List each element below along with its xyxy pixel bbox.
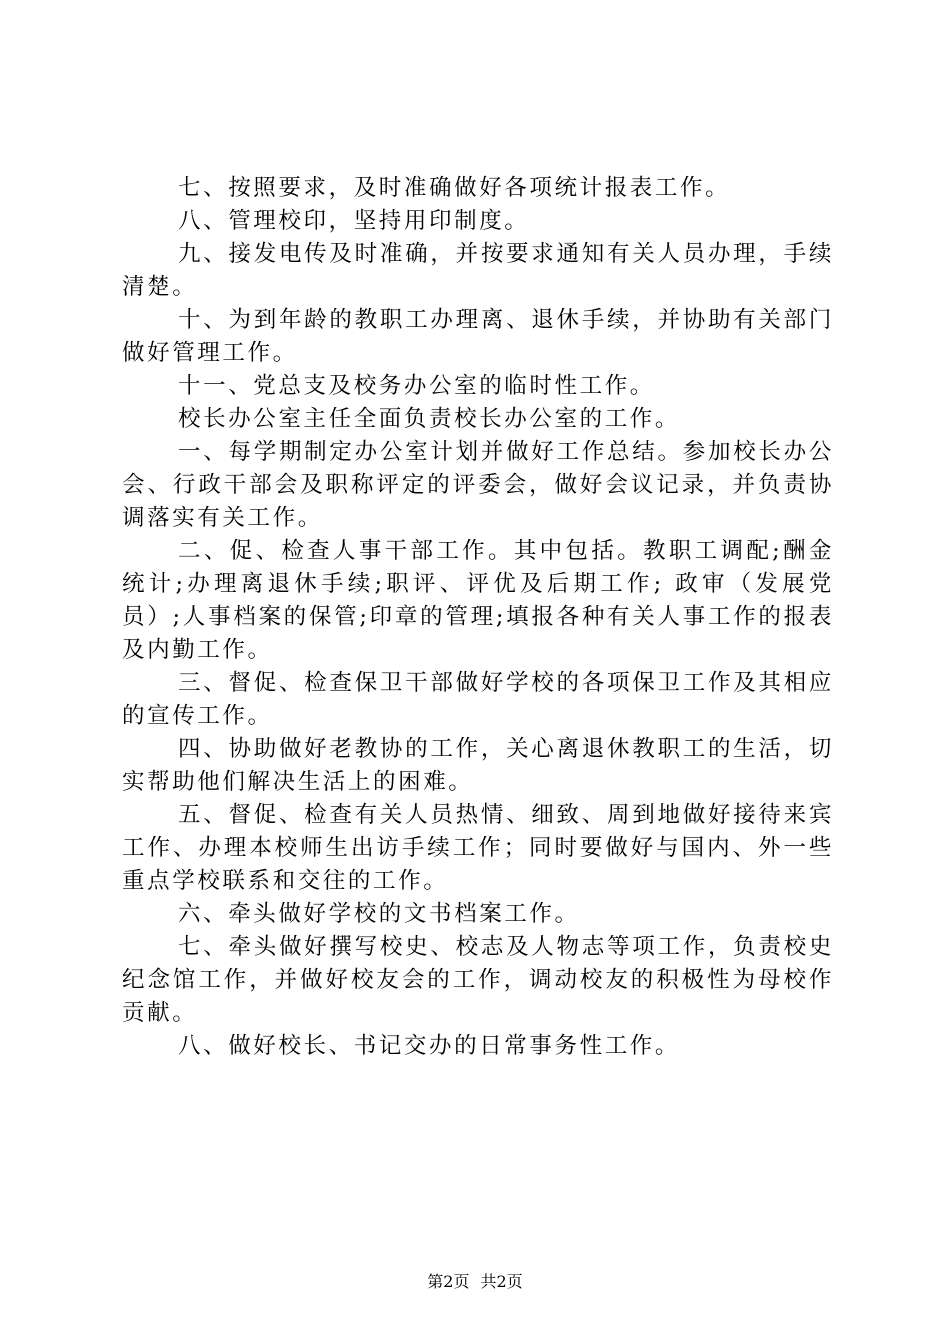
paragraph-1: 七、按照要求，及时准确做好各项统计报表工作。 xyxy=(178,175,731,201)
page-number-total: 共2页 xyxy=(480,1272,523,1291)
paragraph-8: 二、促、检查人事干部工作。其中包括。教职工调配;酬金统计;办理离退休手续;职评、评优及后期工作; 政审（发展党员）;人事档案的保管;印章的管理;填报各种有关人事工作的报表及内勤工作。 xyxy=(122,538,834,663)
paragraph-10: 四、协助做好老教协的工作，关心离退休教职工的生活，切实帮助他们解决生活上的困难。 xyxy=(122,736,834,795)
paragraph-5: 十一、党总支及校务办公室的临时性工作。 xyxy=(178,373,655,399)
page-footer xyxy=(0,1272,950,1292)
paragraph-9: 三、督促、检查保卫干部做好学校的各项保卫工作及其相应的宣传工作。 xyxy=(122,670,834,729)
paragraph-11: 五、督促、检查有关人员热情、细致、周到地做好接待来宾工作、办理本校师生出访手续工作；同时要做好与国内、外一些重点学校联系和交往的工作。 xyxy=(122,802,834,894)
paragraph-6: 校长办公室主任全面负责校长办公室的工作。 xyxy=(178,406,681,432)
document-body xyxy=(122,172,834,1063)
paragraph-7: 一、每学期制定办公室计划并做好工作总结。参加校长办公会、行政干部会及职称评定的评委会，做好会议记录，并负责协调落实有关工作。 xyxy=(122,439,834,531)
paragraph-12: 六、牵头做好学校的文书档案工作。 xyxy=(178,901,580,927)
paragraph-4: 十、为到年龄的教职工办理离、退休手续，并协助有关部门做好管理工作。 xyxy=(122,307,834,366)
paragraph-13: 七、牵头做好撰写校史、校志及人物志等项工作，负责校史纪念馆工作，并做好校友会的工作，调动校友的积极性为母校作贡献。 xyxy=(122,934,834,1026)
paragraph-3: 九、接发电传及时准确，并按要求通知有关人员办理，手续清楚。 xyxy=(122,241,834,300)
page-number-current: 第2页 xyxy=(427,1272,470,1291)
paragraph-14: 八、做好校长、书记交办的日常事务性工作。 xyxy=(178,1033,681,1059)
paragraph-2: 八、管理校印，坚持用印制度。 xyxy=(178,208,530,234)
